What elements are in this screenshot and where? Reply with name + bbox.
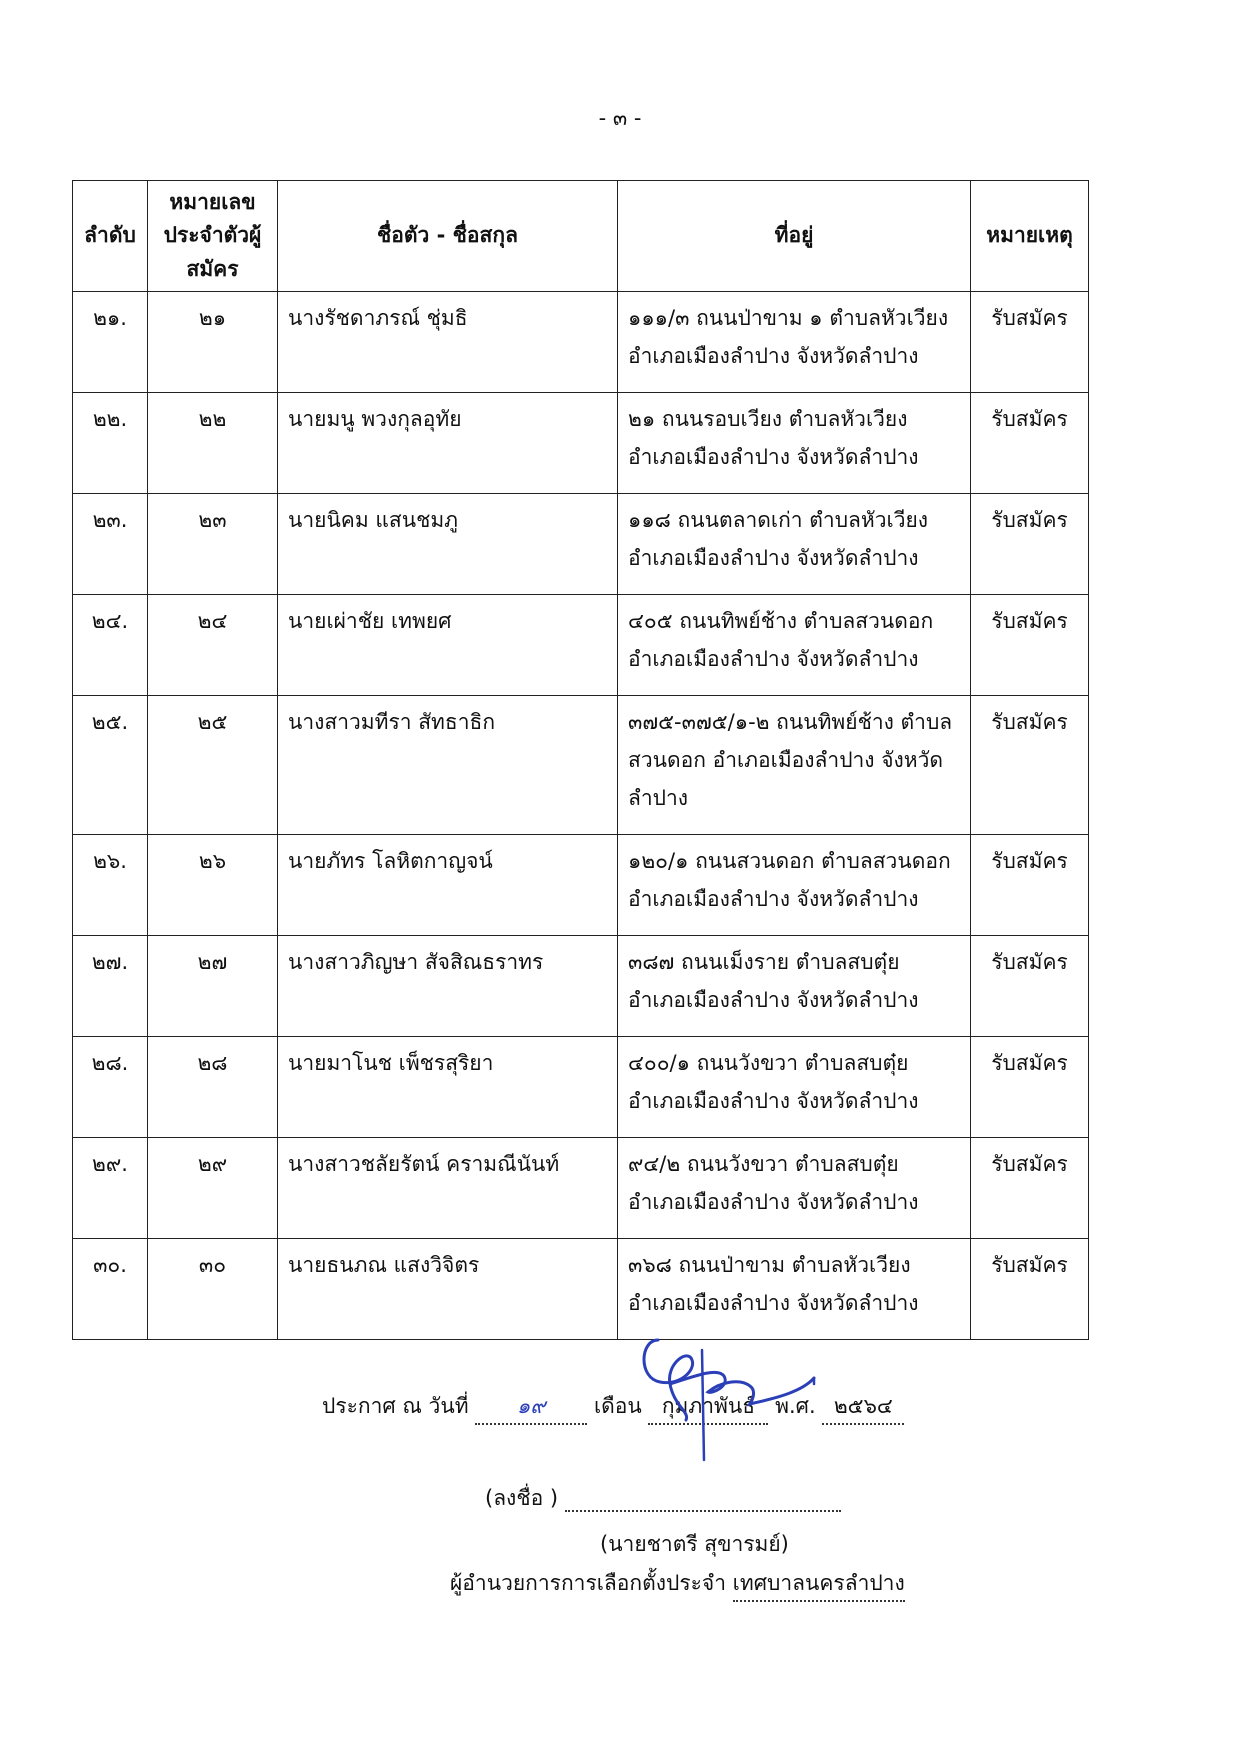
row-no: ๒๙. xyxy=(73,1138,148,1239)
row-id: ๒๓ xyxy=(148,494,278,595)
date-year-field xyxy=(822,1390,904,1425)
table-row xyxy=(73,696,1089,835)
row-name: นางรัชดาภรณ์ ชุ่มธิ xyxy=(278,292,618,393)
row-id: ๒๑ xyxy=(148,292,278,393)
row-no: ๒๖. xyxy=(73,835,148,936)
header-name: ชื่อตัว - ชื่อสกุล xyxy=(278,181,618,292)
row-id: ๒๔ xyxy=(148,595,278,696)
row-no: ๒๘. xyxy=(73,1037,148,1138)
row-no: ๒๓. xyxy=(73,494,148,595)
row-address: ๑๑๘ ถนนตลาดเก่า ตำบลหัวเวียง อำเภอเมืองลำปาง จังหวัดลำปาง xyxy=(618,494,971,595)
row-no: ๒๒. xyxy=(73,393,148,494)
month-label: เดือน xyxy=(593,1394,642,1418)
row-name: นายภัทร โลหิตกาญจน์ xyxy=(278,835,618,936)
signature-field xyxy=(565,1486,841,1512)
signer-position-line xyxy=(450,1567,905,1602)
row-remark: รับสมัคร xyxy=(971,1138,1089,1239)
row-id: ๓๐ xyxy=(148,1239,278,1340)
row-no: ๓๐. xyxy=(73,1239,148,1340)
row-name: นายนิคม แสนชมภู xyxy=(278,494,618,595)
candidate-table xyxy=(72,180,1089,1340)
table-row xyxy=(73,936,1089,1037)
header-remark: หมายเหตุ xyxy=(971,181,1089,292)
table-row xyxy=(73,1239,1089,1340)
row-remark: รับสมัคร xyxy=(971,1037,1089,1138)
date-day: ๑๙ xyxy=(516,1394,546,1418)
table-row xyxy=(73,393,1089,494)
date-day-field xyxy=(475,1390,587,1425)
position-label: ผู้อำนวยการการเลือกตั้งประจำ xyxy=(450,1571,726,1595)
row-id: ๒๒ xyxy=(148,393,278,494)
row-remark: รับสมัคร xyxy=(971,835,1089,936)
sign-label: (ลงชื่อ ) xyxy=(485,1486,559,1510)
row-name: นายเผ่าชัย เทพยศ xyxy=(278,595,618,696)
row-remark: รับสมัคร xyxy=(971,595,1089,696)
row-remark: รับสมัคร xyxy=(971,494,1089,595)
row-name: นางสาวชลัยรัตน์ ครามณีนันท์ xyxy=(278,1138,618,1239)
table-row xyxy=(73,1138,1089,1239)
row-id: ๒๙ xyxy=(148,1138,278,1239)
header-id: หมายเลขประจำตัวผู้สมัคร xyxy=(148,181,278,292)
row-id: ๒๕ xyxy=(148,696,278,835)
row-remark: รับสมัคร xyxy=(971,1239,1089,1340)
row-id: ๒๗ xyxy=(148,936,278,1037)
table-row xyxy=(73,835,1089,936)
row-address: ๓๖๘ ถนนป่าขาม ตำบลหัวเวียง อำเภอเมืองลำปาง จังหวัดลำปาง xyxy=(618,1239,971,1340)
row-no: ๒๕. xyxy=(73,696,148,835)
row-remark: รับสมัคร xyxy=(971,936,1089,1037)
date-month: กุมภาพันธ์ xyxy=(661,1394,756,1418)
row-name: นางสาวมทีรา สัทธาธิก xyxy=(278,696,618,835)
row-name: นายธนภณ แสงวิจิตร xyxy=(278,1239,618,1340)
row-address: ๑๑๑/๓ ถนนป่าขาม ๑ ตำบลหัวเวียง อำเภอเมืองลำปาง จังหวัดลำปาง xyxy=(618,292,971,393)
year-label: พ.ศ. xyxy=(775,1394,816,1418)
table-row xyxy=(73,1037,1089,1138)
signer-name: (นายชาตรี สุขารมย์) xyxy=(600,1532,789,1556)
row-address: ๒๑ ถนนรอบเวียง ตำบลหัวเวียง อำเภอเมืองลำปาง จังหวัดลำปาง xyxy=(618,393,971,494)
table-row xyxy=(73,292,1089,393)
row-address: ๑๒๐/๑ ถนนสวนดอก ตำบลสวนดอก อำเภอเมืองลำปาง จังหวัดลำปาง xyxy=(618,835,971,936)
row-name: นายมาโนช เพ็ชรสุริยา xyxy=(278,1037,618,1138)
table-row xyxy=(73,595,1089,696)
sign-line xyxy=(485,1482,841,1515)
header-no: ลำดับ xyxy=(73,181,148,292)
table-header-row xyxy=(73,181,1089,292)
row-remark: รับสมัคร xyxy=(971,696,1089,835)
row-no: ๒๔. xyxy=(73,595,148,696)
page-number: - ๓ - xyxy=(598,106,642,130)
handwritten-signature xyxy=(600,1320,830,1470)
row-id: ๒๖ xyxy=(148,835,278,936)
row-address: ๓๗๕-๓๗๕/๑-๒ ถนนทิพย์ช้าง ตำบลสวนดอก อำเภอเมืองลำปาง จังหวัดลำปาง xyxy=(618,696,971,835)
row-name: นายมนู พวงกุลอุทัย xyxy=(278,393,618,494)
row-address: ๙๔/๒ ถนนวังขวา ตำบลสบตุ๋ย อำเภอเมืองลำปาง จังหวัดลำปาง xyxy=(618,1138,971,1239)
table-row xyxy=(73,494,1089,595)
row-no: ๒๑. xyxy=(73,292,148,393)
row-name: นางสาวภิญษา สัจสิณธราทร xyxy=(278,936,618,1037)
row-id: ๒๘ xyxy=(148,1037,278,1138)
organization: เทศบาลนครลำปาง xyxy=(733,1567,905,1602)
row-address: ๔๐๕ ถนนทิพย์ช้าง ตำบลสวนดอก อำเภอเมืองลำปาง จังหวัดลำปาง xyxy=(618,595,971,696)
announce-label: ประกาศ ณ วันที่ xyxy=(322,1394,469,1418)
row-remark: รับสมัคร xyxy=(971,393,1089,494)
row-remark: รับสมัคร xyxy=(971,292,1089,393)
row-address: ๔๐๐/๑ ถนนวังขวา ตำบลสบตุ๋ย อำเภอเมืองลำปาง จังหวัดลำปาง xyxy=(618,1037,971,1138)
row-no: ๒๗. xyxy=(73,936,148,1037)
header-address: ที่อยู่ xyxy=(618,181,971,292)
row-address: ๓๘๗ ถนนเม็งราย ตำบลสบตุ๋ย อำเภอเมืองลำปาง จังหวัดลำปาง xyxy=(618,936,971,1037)
date-year: ๒๕๖๔ xyxy=(833,1394,893,1418)
